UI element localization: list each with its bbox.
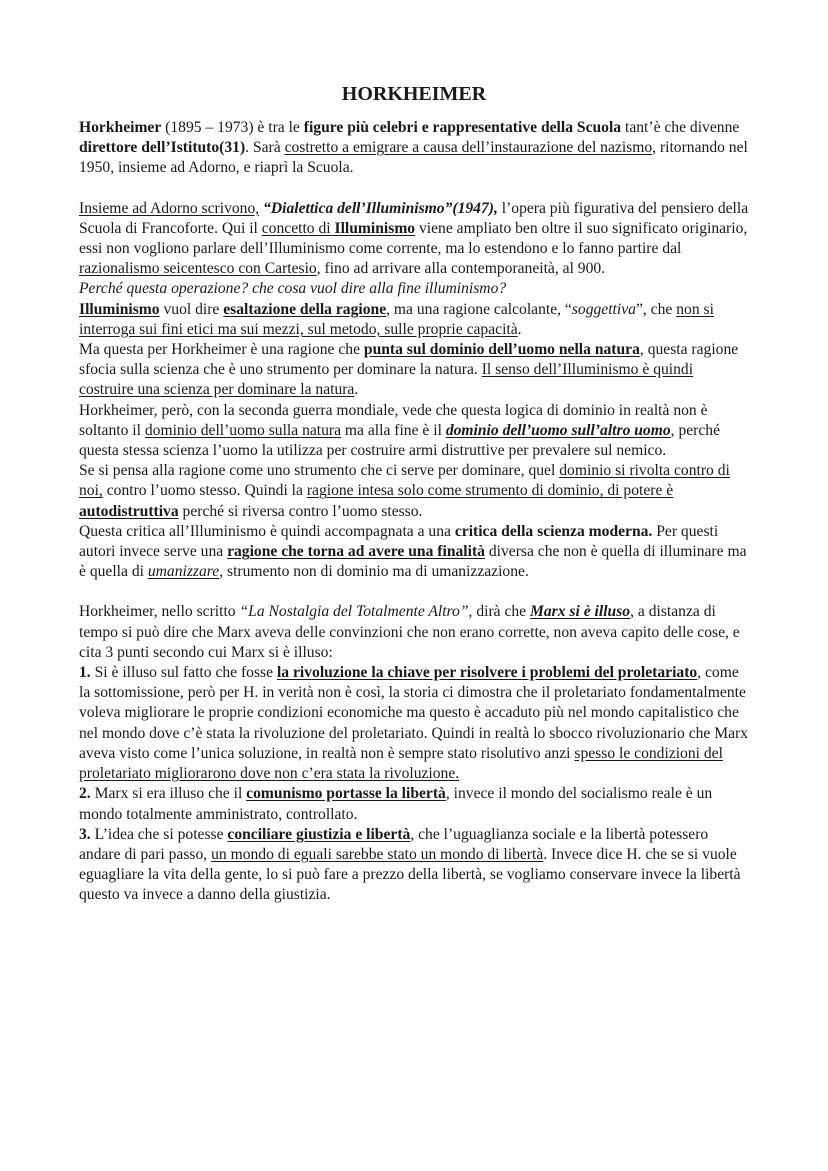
list-item-point-1 <box>79 663 749 784</box>
paragraph-intro <box>79 118 749 179</box>
list-number: 1. <box>79 664 91 682</box>
paragraph-dialettica <box>79 199 749 280</box>
text-span: , come la sottomissione, però per H. in verità non è così, la storia ci dimostra che il proletariato fondamentalmente voleva migliorare le proprie condizioni economiche ma questo è accaduto più nel mondo capitalistico che nel mondo dove c’è stata la rivoluzione del proletariato. Quindi in realtà lo sbocco rivoluzionario che Marx aveva visto come l’unica soluzione, in realtà non è sempre stato risolutivo anzi <box>79 664 749 762</box>
text-span: ”, che <box>635 300 677 318</box>
text-span: ragione che torna ad avere una finalità <box>227 543 485 561</box>
text-span: Marx si era illuso che il <box>90 785 247 803</box>
text-span: critica della scienza moderna. <box>454 522 653 540</box>
text-span: Illuminismo <box>79 300 160 318</box>
text-span: Per questi autori invece serve una <box>79 522 719 561</box>
text-span: vuol dire <box>159 300 224 318</box>
paragraph-nostalgia <box>79 602 749 663</box>
text-span: l’opera più figurativa del pensiero della Scuola di Francoforte. Qui il <box>79 199 749 237</box>
text-span: “Dialettica dell’Illuminismo”(1947), <box>263 199 498 217</box>
text-span: ragione intesa solo come strumento di dominio, di potere è <box>306 482 674 500</box>
text-span: soggettiva <box>571 300 636 318</box>
text-span: , invece il mondo del socialismo reale è un mondo totalmente amministrato, controllato. <box>79 785 713 823</box>
text-span: concetto di <box>261 219 335 237</box>
text-span: Questa critica all’Illuminismo è quindi accompagnata a una <box>79 522 455 540</box>
paragraph-gap <box>79 582 749 602</box>
text-span: (1895 – 1973) è tra le <box>161 119 304 136</box>
text-span: , a distanza di tempo si può dire che Marx aveva delle convinzioni che non erano corrette, non aveva capito delle cose, e cita 3 punti secondo cui Marx si è illuso: <box>79 603 740 661</box>
text-span: autodistruttiva <box>79 502 179 520</box>
text-span: Horkheimer <box>79 119 162 136</box>
text-span: , perché questa stessa scienza l’uomo la utilizza per costruire armi distruttive per prevalere sul nemico. <box>79 421 721 460</box>
text-span: Illuminismo <box>334 219 416 237</box>
text-span: ma alla fine è il <box>341 421 446 439</box>
paragraph-illuminismo <box>79 300 749 340</box>
text-span: spesso le condizioni del proletariato migliorarono dove non c’era stata la rivoluzione. <box>79 744 723 783</box>
list-number: 3. <box>79 825 91 843</box>
paragraph-critica <box>79 522 749 583</box>
text-span: L’idea che si potesse <box>90 825 228 843</box>
text-span: tant’è che divenne <box>621 119 740 136</box>
text-span: , che l’uguaglianza sociale e la libertà potessero andare di pari passo, <box>79 825 709 863</box>
text-span: dominio si rivolta contro di noi, <box>79 462 730 500</box>
text-span: dominio dell’uomo sull’altro uomo <box>445 421 671 439</box>
text-span: Perché questa operazione? che cosa vuol dire alla fine illuminismo? <box>79 280 507 298</box>
list-item-point-3 <box>79 825 749 906</box>
text-span: Horkheimer, però, con la seconda guerra mondiale, vede che questa logica di dominio in realtà non è soltanto il <box>79 401 708 439</box>
text-span: punta sul dominio dell’uomo nella natura <box>363 341 640 359</box>
text-span: Horkheimer, nello scritto <box>79 603 240 621</box>
paragraph-gap <box>79 179 749 199</box>
text-span: dirà che <box>472 603 530 621</box>
text-span: Il senso dell’Illuminismo è quindi costruire una scienza per dominare la natura <box>79 361 694 399</box>
text-span: la rivoluzione la chiave per risolvere i problemi del proletariato <box>276 664 698 682</box>
text-span: , questa ragione sfocia sulla scienza che è uno strumento per dominare la natura. <box>79 341 739 379</box>
text-span: umanizzare <box>147 563 220 581</box>
text-span: Marx si è illuso <box>530 603 631 621</box>
paragraph-question <box>79 279 749 299</box>
list-item-point-2 <box>79 784 749 824</box>
text-span: “La Nostalgia del Totalmente Altro”, <box>239 603 473 621</box>
text-span: . <box>517 320 522 338</box>
text-span: , ma una ragione calcolante, “ <box>386 300 572 318</box>
text-span: esaltazione della ragione <box>223 300 387 318</box>
text-span: , strumento non di dominio ma di umanizzazione. <box>219 563 529 581</box>
text-span: non si interroga sui fini etici ma sui mezzi, sul metodo, sulle proprie capacità <box>79 300 714 338</box>
text-span: perché si riversa contro l’uomo stesso. <box>178 502 423 520</box>
text-span: , fino ad arrivare alla contemporaneità, al 900. <box>316 260 606 278</box>
paragraph-strumento <box>79 461 749 522</box>
text-span: conciliare giustizia e libertà <box>227 825 411 843</box>
text-span: contro l’uomo stesso. Quindi la <box>102 482 307 500</box>
list-number: 2. <box>79 785 91 803</box>
text-span: comunismo portasse la libertà <box>246 785 446 803</box>
page-title: HORKHEIMER <box>341 83 487 105</box>
text-span: Si è illuso sul fatto che fosse <box>90 664 277 682</box>
text-span: un mondo di eguali sarebbe stato un mondo di libertà <box>211 845 544 863</box>
text-span: Se si pensa alla ragione come uno strumento che ci serve per dominare, quel <box>79 462 560 480</box>
text-span: diversa che non è quella di illuminare ma è quella di <box>79 543 747 581</box>
text-span: Ma questa per Horkheimer è una ragione che <box>79 341 364 359</box>
text-span: costretto a emigrare a causa dell’instaurazione del nazismo <box>284 139 653 157</box>
text-span: direttore dell’Istituto(31) <box>79 139 246 157</box>
text-span: viene ampliato ben oltre il suo significato originario, essi non vogliono parlare dell’Illuminismo come corrente, ma lo estendono e lo fanno partire dal <box>79 219 748 258</box>
text-span: Insieme ad Adorno scrivono, <box>79 199 260 217</box>
text-span: razionalismo seicentesco con Cartesio <box>79 260 317 278</box>
text-span: . <box>354 381 359 399</box>
text-span: figure più celebri e rappresentative della Scuola <box>303 119 622 136</box>
text-span: dominio dell’uomo sulla natura <box>144 421 342 439</box>
paragraph-guerra <box>79 401 749 462</box>
document-body <box>79 118 749 906</box>
text-span: , ritornando nel 1950, insieme ad Adorno, e riaprì la Scuola. <box>79 139 748 177</box>
text-span <box>262 220 415 237</box>
text-span: . Invece dice H. che se si vuole eguagliare la vita della gente, lo si può fare a prezzo della libertà, se vogliamo conservare invece la libertà questo va invece a danno della giustizia. <box>79 845 741 904</box>
paragraph-dominio <box>79 340 749 401</box>
text-span: . Sarà <box>245 139 285 157</box>
